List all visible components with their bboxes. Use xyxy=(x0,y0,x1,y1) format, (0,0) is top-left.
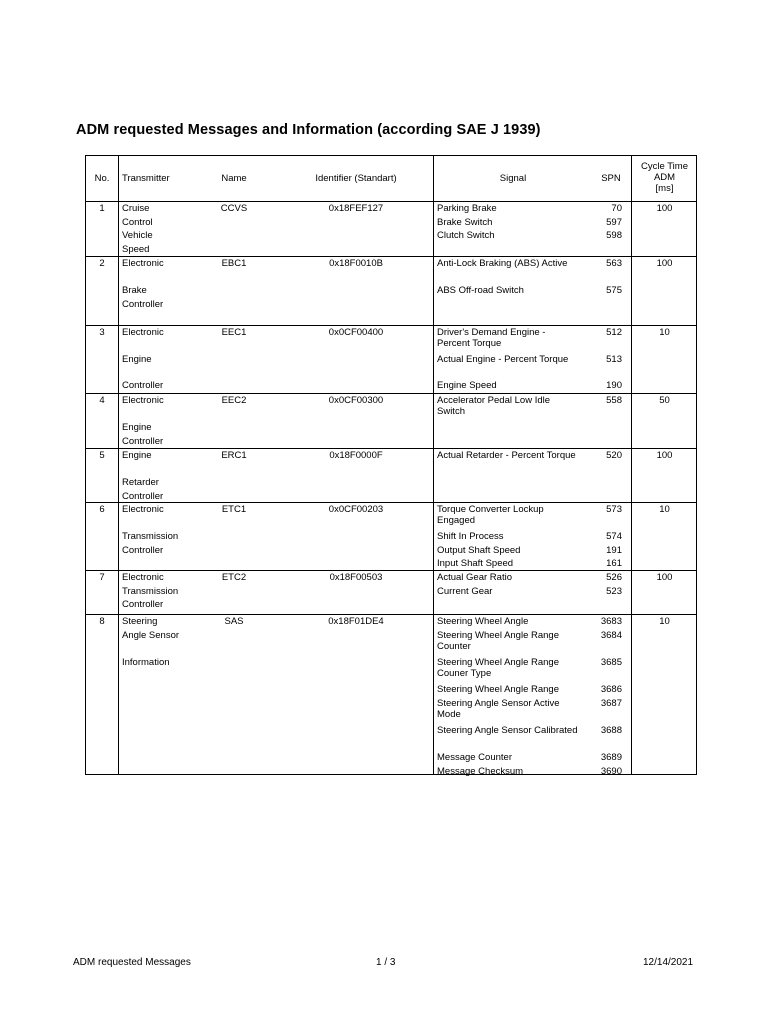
column-divider xyxy=(118,156,119,774)
signal-spn: 3690 xyxy=(600,766,622,777)
message-name: EEC2 xyxy=(221,395,247,406)
message-identifier: 0x18FEF127 xyxy=(328,203,384,214)
signal-spn: 190 xyxy=(606,380,622,391)
signal-name: Brake Switch xyxy=(437,217,493,228)
header-name: Name xyxy=(221,173,247,184)
signal-spn: 574 xyxy=(606,531,622,542)
signal-spn: 3685 xyxy=(600,657,622,668)
signal-spn: 575 xyxy=(606,285,622,296)
signal-spn: 161 xyxy=(606,558,622,569)
transmitter-line: Brake xyxy=(122,285,147,296)
footer-date: 12/14/2021 xyxy=(643,957,694,968)
signal-name-continued: Mode xyxy=(437,709,461,720)
signal-name: Parking Brake xyxy=(437,203,497,214)
transmitter-line: Engine xyxy=(122,354,152,365)
message-name: ETC1 xyxy=(221,504,247,515)
signal-name-continued: Percent Torque xyxy=(437,338,502,349)
cycle-time: 10 xyxy=(659,504,670,515)
transmitter-line: Control xyxy=(122,217,153,228)
signal-name: Steering Wheel Angle Range xyxy=(437,630,559,641)
signal-name: Shift In Process xyxy=(437,531,504,542)
message-name: SAS xyxy=(224,616,244,627)
signal-spn: 3684 xyxy=(600,630,622,641)
row-number: 3 xyxy=(99,327,105,338)
signal-name: Steering Wheel Angle Range xyxy=(437,657,559,668)
message-identifier: 0x18F00503 xyxy=(329,572,383,583)
transmitter-line: Engine xyxy=(122,450,152,461)
cycle-time: 100 xyxy=(656,450,673,461)
signal-spn: 3686 xyxy=(600,684,622,695)
row-number: 2 xyxy=(99,258,105,269)
row-divider xyxy=(86,570,696,571)
signal-spn: 3687 xyxy=(600,698,622,709)
page-title: ADM requested Messages and Information (according SAE J 1939) xyxy=(76,122,541,138)
message-name: ETC2 xyxy=(221,572,247,583)
transmitter-line: Steering xyxy=(122,616,158,627)
transmitter-line: Electronic xyxy=(122,572,164,583)
cycle-time: 50 xyxy=(659,395,670,406)
message-name: ERC1 xyxy=(221,450,247,461)
header-no: No. xyxy=(94,173,110,184)
transmitter-line: Speed xyxy=(122,244,150,255)
cycle-time: 100 xyxy=(656,572,673,583)
cycle-time: 100 xyxy=(656,258,673,269)
signal-name: Driver's Demand Engine - xyxy=(437,327,546,338)
transmitter-line: Controller xyxy=(122,299,164,310)
signal-name: Engine Speed xyxy=(437,380,497,391)
message-name: EBC1 xyxy=(221,258,247,269)
header-signal: Signal xyxy=(499,173,527,184)
signal-spn: 523 xyxy=(606,586,622,597)
signal-name: Actual Engine - Percent Torque xyxy=(437,354,569,365)
signal-name-continued: Switch xyxy=(437,406,465,417)
message-name: CCVS xyxy=(220,203,248,214)
signal-spn: 573 xyxy=(606,504,622,515)
column-divider xyxy=(631,156,632,774)
transmitter-line: Controller xyxy=(122,436,164,447)
row-number: 4 xyxy=(99,395,105,406)
signal-spn: 191 xyxy=(606,545,622,556)
header-spn: SPN xyxy=(601,173,621,184)
signal-spn: 597 xyxy=(606,217,622,228)
signal-name-continued: Counter xyxy=(437,641,471,652)
transmitter-line: Electronic xyxy=(122,258,164,269)
header-identifier: Identifier (Standart) xyxy=(315,173,397,184)
signal-spn: 70 xyxy=(611,203,622,214)
row-number: 5 xyxy=(99,450,105,461)
header-cycle-time: Cycle Time xyxy=(641,161,688,172)
signal-spn: 598 xyxy=(606,230,622,241)
transmitter-line: Angle Sensor xyxy=(122,630,180,641)
transmitter-line: Transmission xyxy=(122,531,179,542)
row-number: 6 xyxy=(99,504,105,515)
cycle-time: 100 xyxy=(656,203,673,214)
header-cycle-unit: [ms] xyxy=(655,183,674,194)
row-divider xyxy=(86,448,696,449)
signal-name: Accelerator Pedal Low Idle xyxy=(437,395,551,406)
transmitter-line: Controller xyxy=(122,380,164,391)
row-divider xyxy=(86,201,696,202)
row-number: 7 xyxy=(99,572,105,583)
signal-name: Steering Wheel Angle Range xyxy=(437,684,559,695)
column-divider xyxy=(433,156,434,774)
signal-name: Anti-Lock Braking (ABS) Active xyxy=(437,258,568,269)
transmitter-line: Electronic xyxy=(122,504,164,515)
footer-page-number: 1 / 3 xyxy=(376,957,396,968)
signal-name-continued: Couner Type xyxy=(437,668,492,679)
row-divider xyxy=(86,325,696,326)
row-divider xyxy=(86,614,696,615)
signal-spn: 520 xyxy=(606,450,622,461)
message-name: EEC1 xyxy=(221,327,247,338)
signal-name: Input Shaft Speed xyxy=(437,558,514,569)
row-number: 8 xyxy=(99,616,105,627)
signal-name: Steering Wheel Angle xyxy=(437,616,529,627)
transmitter-line: Vehicle xyxy=(122,230,153,241)
transmitter-line: Retarder xyxy=(122,477,159,488)
header-transmitter: Transmitter xyxy=(122,173,170,184)
signal-name: Steering Angle Sensor Active xyxy=(437,698,560,709)
footer-document-title: ADM requested Messages xyxy=(73,957,191,968)
message-identifier: 0x0CF00400 xyxy=(328,327,384,338)
signal-name: Actual Retarder - Percent Torque xyxy=(437,450,576,461)
signal-spn: 558 xyxy=(606,395,622,406)
message-identifier: 0x0CF00300 xyxy=(328,395,384,406)
signal-spn: 526 xyxy=(606,572,622,583)
transmitter-line: Cruise xyxy=(122,203,150,214)
signal-name: Message Counter xyxy=(437,752,512,763)
row-divider xyxy=(86,256,696,257)
transmitter-line: Controller xyxy=(122,599,164,610)
signal-name: Clutch Switch xyxy=(437,230,495,241)
row-divider xyxy=(86,393,696,394)
message-identifier: 0x18F0010B xyxy=(329,258,383,269)
message-identifier: 0x18F01DE4 xyxy=(328,616,384,627)
signal-name: ABS Off-road Switch xyxy=(437,285,524,296)
signal-name: Message Checksum xyxy=(437,766,524,777)
signal-name: Output Shaft Speed xyxy=(437,545,521,556)
signal-spn: 3688 xyxy=(600,725,622,736)
signal-spn: 3689 xyxy=(600,752,622,763)
transmitter-line: Information xyxy=(122,657,170,668)
signal-spn: 563 xyxy=(606,258,622,269)
messages-table xyxy=(85,155,697,775)
transmitter-line: Controller xyxy=(122,491,164,502)
signal-spn: 513 xyxy=(606,354,622,365)
transmitter-line: Controller xyxy=(122,545,164,556)
message-identifier: 0x0CF00203 xyxy=(328,504,384,515)
transmitter-line: Engine xyxy=(122,422,152,433)
message-identifier: 0x18F0000F xyxy=(329,450,383,461)
signal-name: Torque Converter Lockup xyxy=(437,504,544,515)
signal-spn: 512 xyxy=(606,327,622,338)
signal-name: Actual Gear Ratio xyxy=(437,572,512,583)
row-divider xyxy=(86,502,696,503)
signal-name: Current Gear xyxy=(437,586,493,597)
transmitter-line: Transmission xyxy=(122,586,179,597)
header-cycle-adm: ADM xyxy=(653,172,676,183)
signal-name: Steering Angle Sensor Calibrated xyxy=(437,725,578,736)
cycle-time: 10 xyxy=(659,616,670,627)
cycle-time: 10 xyxy=(659,327,670,338)
transmitter-line: Electronic xyxy=(122,327,164,338)
row-number: 1 xyxy=(99,203,105,214)
transmitter-line: Electronic xyxy=(122,395,164,406)
signal-name-continued: Engaged xyxy=(437,515,476,526)
signal-spn: 3683 xyxy=(600,616,622,627)
